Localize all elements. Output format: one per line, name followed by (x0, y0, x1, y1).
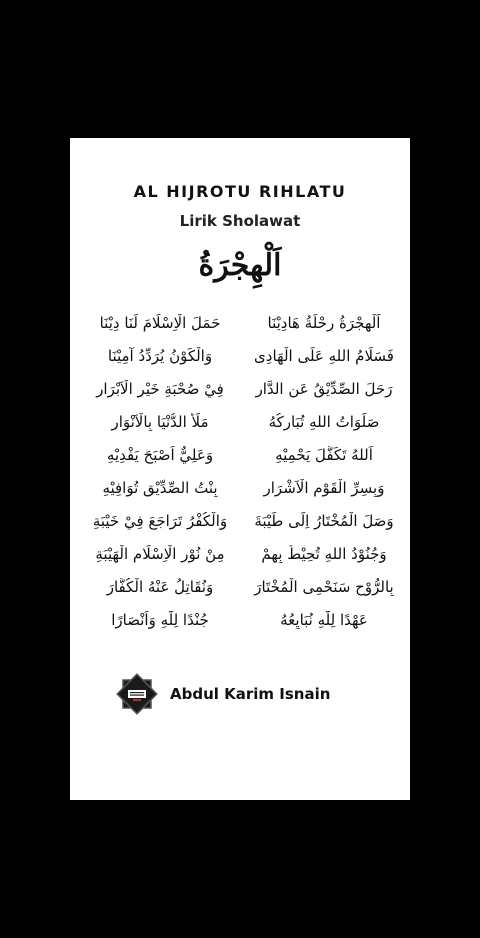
verse-left: مَلَأَ الدُّنْيَا بِالْاَنْوَارِ (111, 412, 209, 431)
verse-row (84, 339, 400, 372)
verse-left: حَمَلَ الْاِسْلَامَ لَنَا دِيْنَا (99, 313, 221, 332)
verse-right: صَلَوَاتُ اللهِ تُبَارِكُهُ (268, 412, 380, 431)
verse-row (84, 603, 400, 636)
verse-left: وَنُقَاتِلُ عَنْهُ الْكُفَّارَ (106, 577, 214, 596)
verse-left: مِنْ نُوْرِ الْاِسْلَامِ الْهَيْبَةِ (95, 544, 225, 563)
verse-right: عَهْدًا لِلّٰهِ نُبَايِعُهُ (280, 610, 368, 629)
verse-row (84, 306, 400, 339)
lyrics-card (70, 138, 410, 800)
verse-row (84, 471, 400, 504)
verse-row (84, 405, 400, 438)
verse-right: وَبِسِرِّ الْقَوْمِ الْاَشْرَارِ (263, 478, 385, 497)
verse-left: وَعَلِيٌّ اَصْبَحَ يَفْدِيْهِ (106, 445, 214, 464)
verse-left: وَالْكُفْرُ تَرَاجَعَ فِيْ خَيْبَةِ (92, 511, 228, 530)
verse-row (84, 504, 400, 537)
arabic-heading: اَلْهِجْرَةُ (198, 248, 282, 283)
verse-right: بِالرُّوْحِ سَنَحْمِى الْمُخْتَارَ (254, 577, 394, 596)
verse-right: رَحَلَ الصِّدِّيْقُ عَنِ الدَّارِ (255, 379, 393, 398)
verse-right: اَلْهِجْرَةُ رِحْلَةُ هَادِيْنَا (267, 313, 381, 332)
verse-right: فَسَلَامُ اللهِ عَلَى الْهَادِى (254, 346, 394, 365)
verse-row (84, 372, 400, 405)
verse-row (84, 537, 400, 570)
verse-left: وَالْكَوْنُ يُرَدِّدُ آمِيْنَا (107, 346, 213, 365)
octagon-star-logo-icon (116, 673, 158, 715)
author-footer (116, 672, 330, 716)
verse-right: وَجُنُوْدُ اللهِ تُحِيْطُ بِهِمْ (261, 544, 387, 563)
verse-left: جُنْدًا لِلّٰهِ وَاَنْصَارًا (111, 610, 209, 629)
verse-left: بِنْتُ الصِّدِّيْقِ تُوَافِيْهِ (102, 478, 218, 497)
verse-list (84, 306, 400, 636)
verse-right: وَصَلَ الْمُخْتَارُ اِلَى طَيْبَةَ (254, 511, 394, 530)
verse-left: فِيْ صُحْبَةِ خَيْرِ الْاَبْرَارِ (96, 379, 224, 398)
page-subtitle: Lirik Sholawat (179, 212, 301, 230)
author-name: Abdul Karim Isnain (170, 685, 331, 703)
verse-right: اَللهُ تَكَفَّلَ يَحْمِيْهِ (275, 445, 373, 464)
page-title: AL HIJROTU RIHLATU (133, 182, 347, 201)
verse-row (84, 570, 400, 603)
verse-row (84, 438, 400, 471)
